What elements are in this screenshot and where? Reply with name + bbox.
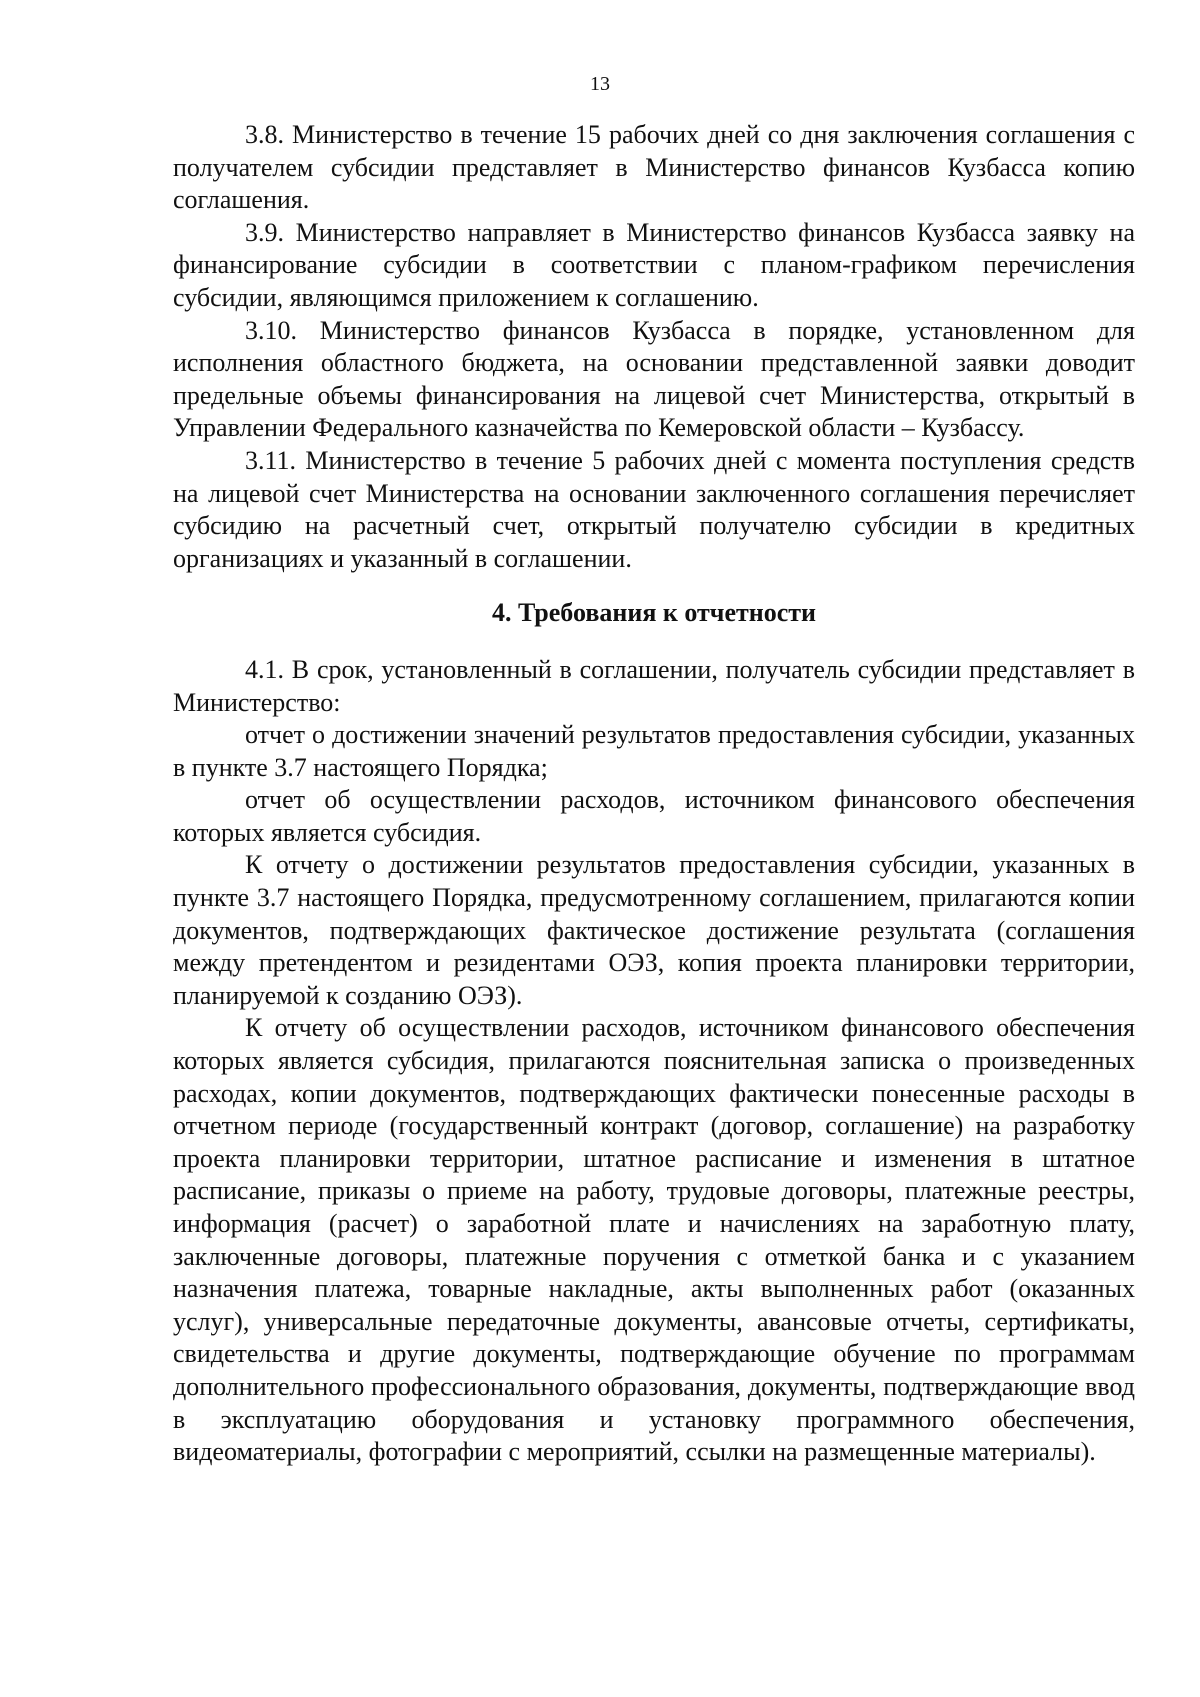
page-number: 13 bbox=[590, 73, 610, 95]
report-item-results: отчет о достижении значений результатов предоставления субсидии, указанных в пункте 3.7 настоящего Порядка; bbox=[173, 720, 1135, 782]
report-item-expenses: отчет об осуществлении расходов, источником финансового обеспечения которых является субсидия. bbox=[173, 785, 1135, 847]
paragraph-3-10: 3.10. Министерство финансов Кузбасса в порядке, установленном для исполнения областного бюджета, на основании представленной заявки доводит предельные объемы финансирования на лицевой счет Министерства, открытый в Управлении Федерального казначейства по Кемеровской области – Кузбассу. bbox=[173, 315, 1135, 443]
paragraph-results-attachments: К отчету о достижении результатов предоставления субсидии, указанных в пункте 3.7 настоящего Порядка, предусмотренному соглашением, прилагаются копии документов, подтверждающих фактическое достижение результата (соглашения между претендентом и резидентами ОЭЗ, копия проекта планировки территории, планируемой к созданию ОЭЗ). bbox=[173, 850, 1135, 1010]
paragraph-3-8: 3.8. Министерство в течение 15 рабочих дней со дня заключения соглашения с получателем субсидии представляет в Министерство финансов Кузбасса копию соглашения. bbox=[173, 120, 1135, 215]
paragraph-expenses-attachments: К отчету об осуществлении расходов, источником финансового обеспечения которых является субсидия, прилагаются пояснительная записка о произведенных расходах, копии документов, подтверждающих фактически понесенные расходы в отчетном периоде (государственный контракт (договор, соглашение) на разработку проекта планировки территории, штатное расписание и изменения в штатное расписание, приказы о приеме на работу, трудовые договоры, платежные реестры, информация (расчет) о заработной плате и начислениях на заработную плату, заключенные договоры, платежные поручения с отметкой банка и с указанием назначения платежа, товарные накладные, акты выполненных работ (оказанных услуг), универсальные передаточные документы, авансовые отчеты, сертификаты, свидетельства и другие документы, подтверждающие обучение по программам дополнительного профессионального образования, документы, подтверждающие ввод в эксплуатацию оборудования и установку программного обеспечения, видеоматериалы, фотографии с мероприятий, ссылки на размещенные материалы). bbox=[173, 1013, 1135, 1467]
paragraph-3-11: 3.11. Министерство в течение 5 рабочих дней с момента поступления средств на лицевой счет Министерства на основании заключенного соглашения перечисляет субсидию на расчетный счет, открытый получателю субсидии в кредитных организациях и указанный в соглашении. bbox=[173, 445, 1135, 573]
paragraph-4-1: 4.1. В срок, установленный в соглашении, получатель субсидии представляет в Министерство: bbox=[173, 654, 1135, 717]
paragraph-3-9: 3.9. Министерство направляет в Министерство финансов Кузбасса заявку на финансирование субсидии в соответствии с планом-графиком перечисления субсидии, являющимся приложением к соглашению. bbox=[173, 217, 1135, 312]
document-body bbox=[173, 119, 1135, 1469]
section-4-heading: 4. Требования к отчетности bbox=[491, 598, 817, 628]
